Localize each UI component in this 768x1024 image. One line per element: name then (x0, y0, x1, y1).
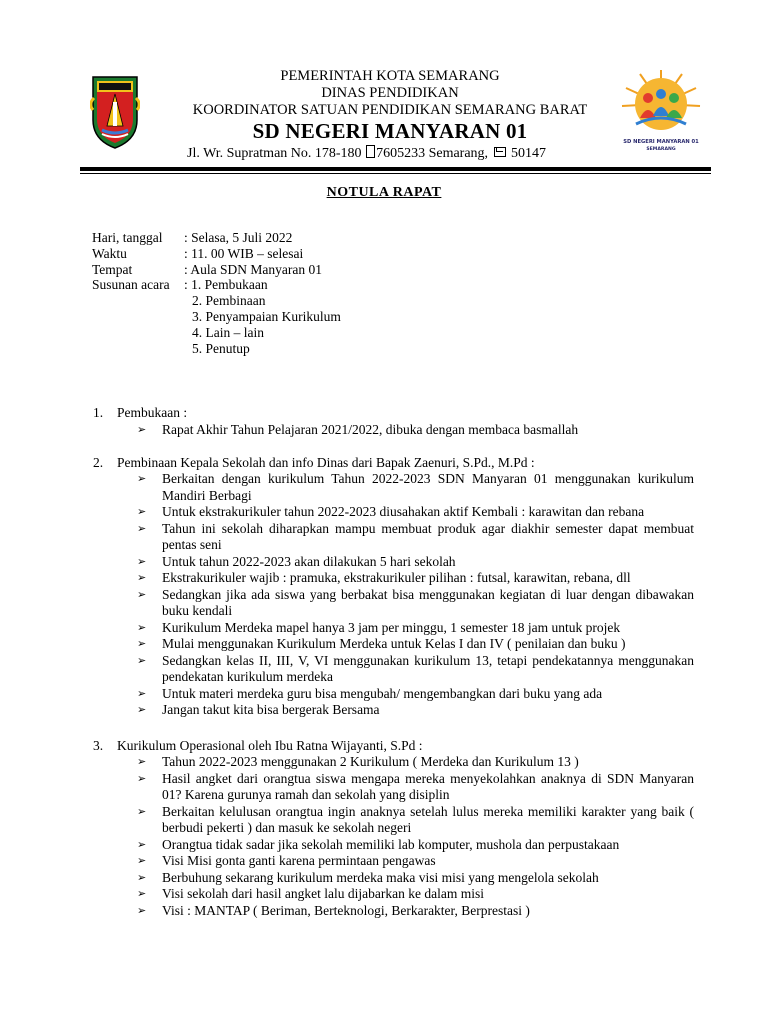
arrow-bullet-icon: ➢ (137, 653, 147, 667)
meeting-info (92, 230, 341, 356)
section-number: 3. (93, 738, 104, 753)
list-item: ➢ Untuk ekstrakurikuler tahun 2022-2023 diusahakan aktif Kembali : karawitan dan rebana (137, 504, 645, 519)
list-item: ➢ Mulai menggunakan Kurikulum Merdeka untuk Kelas I dan IV ( penilaian dan buku ) (137, 636, 626, 651)
info-label: Waktu (92, 245, 127, 261)
info-value: : Aula SDN Manyaran 01 (184, 261, 322, 277)
list-item: ➢ Tahun 2022-2023 menggunakan 2 Kurikulum ( Merdeka dan Kurikulum 13 ) (137, 754, 579, 769)
header-school-name: SD NEGERI MANYARAN 01 (252, 119, 528, 143)
arrow-bullet-icon: ➢ (137, 837, 147, 851)
list-item: ➢ Orangtua tidak sadar jika sekolah memiliki lab komputer, mushola dan perpustakaan (137, 836, 620, 852)
section-heading (93, 738, 423, 754)
arrow-bullet-icon: ➢ (137, 571, 147, 584)
arrow-bullet-icon: ➢ (137, 755, 147, 768)
arrow-bullet-icon: ➢ (137, 804, 147, 818)
agenda-list (184, 277, 341, 356)
info-value: : Selasa, 5 Juli 2022 (184, 230, 293, 245)
arrow-bullet-icon: ➢ (137, 703, 147, 716)
list-item: ➢ Visi Misi gonta ganti karena permintaan pengawas (137, 853, 436, 868)
section-title: Pembukaan : (117, 405, 188, 420)
section-title: Kurikulum Operasional oleh Ibu Ratna Wijayanti, S.Pd : (117, 738, 423, 753)
list-item: ➢ Visi : MANTAP ( Beriman, Berteknologi, Berkarakter, Berprestasi ) (137, 902, 530, 918)
list-item: ➢ Jangan takut kita bisa bergerak Bersama (137, 702, 380, 717)
section-heading (93, 455, 535, 471)
arrow-bullet-icon: ➢ (137, 521, 147, 535)
phone-icon (366, 145, 375, 158)
list-item: ➢ Berkaitan kelulusan orangtua ingin anaknya setelah lulus mereka memiliki karakter yang baik ( berbudi pekerti ) dan masuk ke sekolah negeri (137, 803, 694, 835)
agenda-item: 2. Pembinaan (192, 293, 266, 309)
bullet-list (137, 422, 694, 439)
header-divider-thin (80, 173, 711, 174)
arrow-bullet-icon: ➢ (137, 587, 147, 601)
section-heading (93, 405, 188, 421)
header-coordinator-line: KOORDINATOR SATUAN PENDIDIKAN SEMARANG BARAT (192, 102, 588, 118)
arrow-bullet-icon: ➢ (137, 903, 147, 917)
bullet-list (137, 471, 694, 719)
info-label: Hari, tanggal (92, 230, 163, 245)
arrow-bullet-icon: ➢ (137, 686, 147, 700)
list-item: ➢ Ekstrakurikuler wajib : pramuka, ekstrakurikuler pilihan : futsal, karawitan, rebana, dll (137, 570, 631, 585)
address-street: Jl. Wr. Supratman No. 178-180 (187, 146, 362, 161)
school-logo (620, 68, 702, 156)
address-phone: 7605233 Semarang, (376, 146, 489, 161)
header-government-line: PEMERINTAH KOTA SEMARANG (280, 68, 500, 84)
agenda-item: 3. Penyampaian Kurikulum (192, 308, 341, 324)
list-item: ➢ Berbuhung sekarang kurikulum merdeka maka visi misi yang mengelola sekolah (137, 869, 599, 885)
agenda-item: 5. Penutup (192, 340, 250, 356)
list-item: ➢ Tahun ini sekolah diharapkan mampu membuat produk agar diakhir semester dapat membuat pentas seni (137, 520, 694, 552)
school-logo-city: SEMARANG (646, 147, 676, 152)
arrow-bullet-icon: ➢ (137, 771, 147, 785)
arrow-bullet-icon: ➢ (137, 472, 147, 485)
info-row-date (92, 230, 341, 246)
semarang-city-emblem-logo (90, 74, 140, 150)
arrow-bullet-icon: ➢ (137, 423, 147, 436)
info-label: Susunan acara (92, 277, 170, 293)
info-row-time (92, 246, 341, 262)
header-divider-thick (80, 167, 711, 171)
info-value: : 11. 00 WIB – selesai (184, 245, 304, 261)
envelope-icon (494, 147, 506, 157)
agenda-item: 4. Lain – lain (192, 324, 264, 340)
list-item: ➢ Untuk materi merdeka guru bisa mengubah/ mengembangkan dari buku yang ada (137, 685, 603, 701)
arrow-bullet-icon: ➢ (137, 505, 147, 518)
arrow-bullet-icon: ➢ (137, 620, 147, 634)
section-number: 1. (93, 405, 104, 420)
info-label: Tempat (92, 261, 133, 277)
arrow-bullet-icon: ➢ (137, 637, 147, 650)
list-item: ➢ Visi sekolah dari hasil angket lalu dijabarkan ke dalam misi (137, 886, 484, 901)
header-address (187, 145, 546, 162)
arrow-bullet-icon: ➢ (137, 854, 147, 867)
arrow-bullet-icon: ➢ (137, 870, 147, 884)
school-logo-caption: SD NEGERI MANYARAN 01 (623, 139, 699, 145)
list-item: ➢ Berkaitan dengan kurikulum Tahun 2022-2023 SDN Manyaran 01 menggunakan kurikulum Mandiri Berbagi (137, 471, 694, 503)
section-number: 2. (93, 455, 104, 470)
info-row-place (92, 262, 341, 278)
address-zip: 50147 (511, 146, 547, 161)
section-title: Pembinaan Kepala Sekolah dan info Dinas dari Bapak Zaenuri, S.Pd., M.Pd : (117, 455, 535, 470)
list-item: ➢ Sedangkan kelas II, III, V, VI menggunakan kurikulum 13, tetapi pendekatannya menggunakan pendekatan kurikulum merdeka (137, 652, 694, 684)
bullet-list (137, 754, 694, 919)
list-item: ➢ Untuk tahun 2022-2023 akan dilakukan 5 hari sekolah (137, 553, 456, 569)
arrow-bullet-icon: ➢ (137, 887, 147, 900)
document-title: NOTULA RAPAT (326, 185, 442, 200)
list-item: ➢ Kurikulum Merdeka mapel hanya 3 jam per minggu, 1 semester 18 jam untuk projek (137, 619, 621, 635)
header-department-line: DINAS PENDIDIKAN (321, 85, 459, 101)
list-item: ➢ Sedangkan jika ada siswa yang berbakat bisa menggunakan kegiatan di luar dengan dibawakan buku kendali (137, 586, 694, 618)
info-row-agenda (92, 277, 341, 356)
agenda-item: : 1. Pembukaan (184, 277, 268, 293)
list-item: ➢ Hasil angket dari orangtua siswa mengapa mereka menyekolahkan anaknya di SDN Manyaran 01? Karena gurunya ramah dan sekolah yang disiplin (137, 770, 694, 802)
list-item: ➢ Rapat Akhir Tahun Pelajaran 2021/2022, dibuka dengan membaca basmallah (137, 422, 579, 437)
arrow-bullet-icon: ➢ (137, 554, 147, 568)
